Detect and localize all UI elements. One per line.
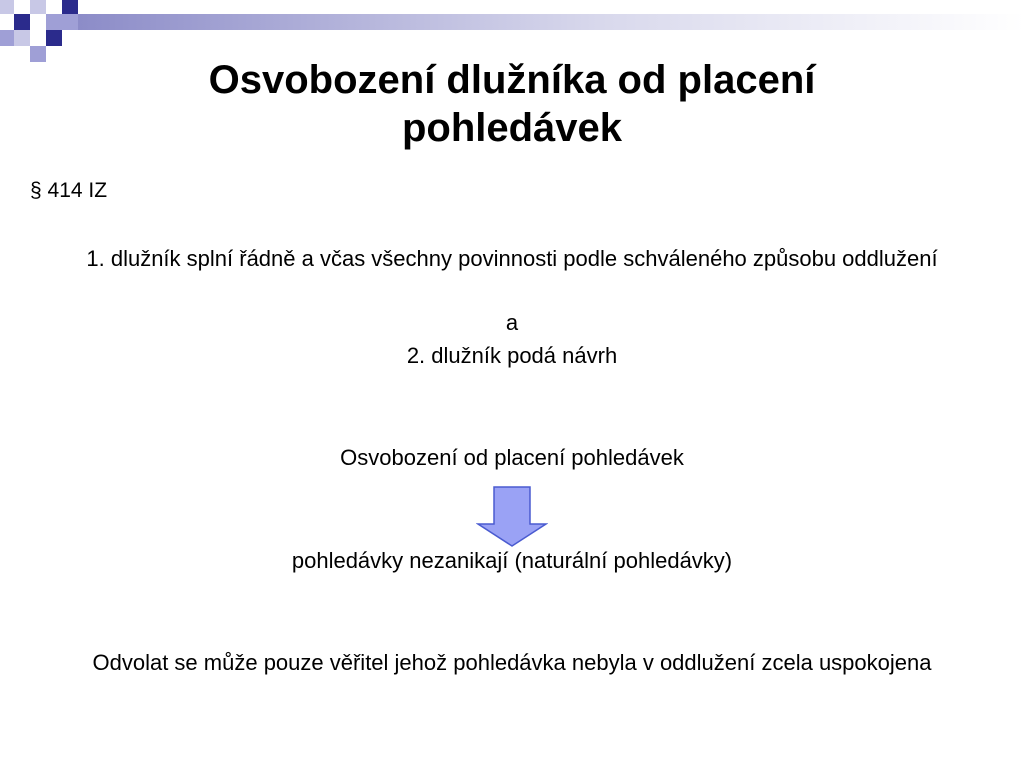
- decor-square: [0, 0, 14, 14]
- slide-title: [0, 56, 1024, 152]
- condition-2-text: 2. dlužník podá návrh: [406, 343, 618, 368]
- condition-1-text: 1. dlužník splní řádně a včas všechny povinnosti podle schváleného způsobu oddlužení: [86, 246, 938, 271]
- header-gradient-band: [78, 14, 1024, 30]
- appeal-note-text: Odvolat se může pouze věřitel jehož pohledávka nebyla v oddlužení zcela uspokojena: [92, 650, 932, 675]
- decor-square: [14, 14, 30, 30]
- decor-square: [62, 0, 78, 14]
- result-text: Osvobození od placení pohledávek: [340, 445, 684, 470]
- down-arrow-icon: [476, 486, 548, 548]
- decor-square: [30, 0, 46, 14]
- section-reference: § 414 IZ: [30, 179, 108, 202]
- decor-square: [0, 30, 14, 46]
- decor-square: [46, 14, 62, 30]
- conjunction-text: a: [505, 310, 519, 335]
- decor-square: [46, 30, 62, 46]
- decor-square: [14, 30, 30, 46]
- slide-title-line-2: pohledávek: [401, 106, 623, 150]
- slide-title-line-1: Osvobození dlužníka od placení: [208, 58, 816, 102]
- decor-square: [62, 14, 78, 30]
- consequence-text: pohledávky nezanikají (naturální pohledávky): [291, 548, 733, 573]
